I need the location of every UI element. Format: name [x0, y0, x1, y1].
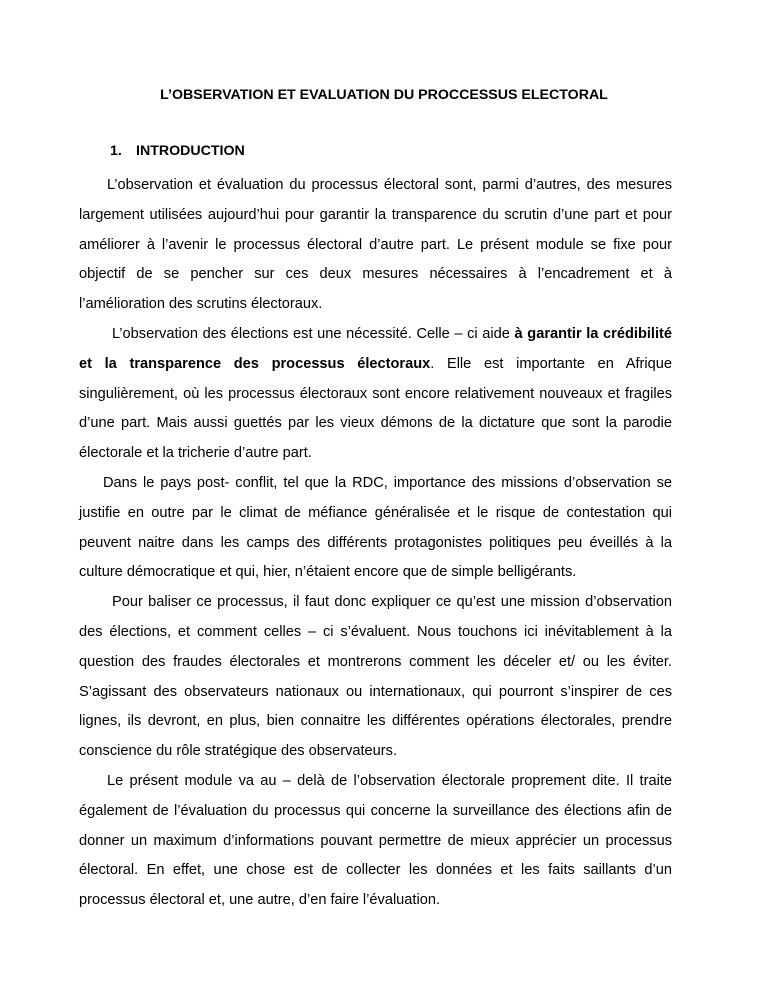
paragraph-1: L’observation et évaluation du processus électoral sont, parmi d’autres, des mesures largement utilisées aujourd’hui pour garantir la transparence du scrutin d’une part et pour améliorer à l’avenir le processus électoral d’autre part. Le présent module se fixe pour objectif de se pencher sur ces deux mesures nécessaires à l’encadrement et à l’amélioration des scrutins électoraux.	[79, 177, 672, 313]
paragraph-4: Pour baliser ce processus, il faut donc expliquer ce qu’est une mission d’observation des élections, et comment celles – ci s’évaluent. Nous touchons ici inévitablement à la question des fraudes électorales et montrerons comment les déceler et/ ou les éviter. S’agissant des observateurs nationaux ou internationaux, qui pourront s’inspirer de ces lignes, ils devront, en plus, bien connaitre les différentes opérations électorales, prendre conscience du rôle stratégique des observateurs.	[79, 594, 672, 760]
document-title: L’OBSERVATION ET EVALUATION DU PROCCESSUS ELECTORAL	[160, 87, 608, 103]
section-title: INTRODUCTION	[136, 143, 245, 159]
paragraph-2-start: L’observation des élections est une nécessité. Celle – ci aide	[112, 325, 515, 342]
paragraph-2-emphasis: à garantir la crédibilité et la transparence des processus électoraux	[79, 325, 672, 372]
document-body	[79, 171, 672, 916]
paragraph-3: Dans le pays post- conflit, tel que la RDC, importance des missions d’observation se justifie en outre par le climat de méfiance généralisée et le risque de contestation qui peuvent naitre dans les camps des différents protagonistes politiques peu éveillés à la culture démocratique et qui, hier, n’étaient encore que de simple belligérants.	[79, 474, 672, 581]
section-number: 1.	[110, 143, 122, 159]
section-heading	[110, 143, 245, 159]
paragraph-5: Le présent module va au – delà de l’observation électorale proprement dite. Il traite également de l’évaluation du processus qui concerne la surveillance des élections afin de donner un maximum d’informations pouvant permettre de mieux apprécier un processus électoral. En effet, une chose est de collecter les données et les faits saillants d’un processus électoral et, une autre, d’en faire l’évaluation.	[79, 772, 672, 909]
paragraph-2	[79, 320, 672, 469]
paragraph-2-end: . Elle est importante en Afrique singulièrement, où les processus électoraux sont encore relativement nouveaux et fragiles d’une part. Mais aussi guettés par les vieux démons de la dictature que sont la parodie électorale et la tricherie d’autre part.	[79, 355, 672, 462]
